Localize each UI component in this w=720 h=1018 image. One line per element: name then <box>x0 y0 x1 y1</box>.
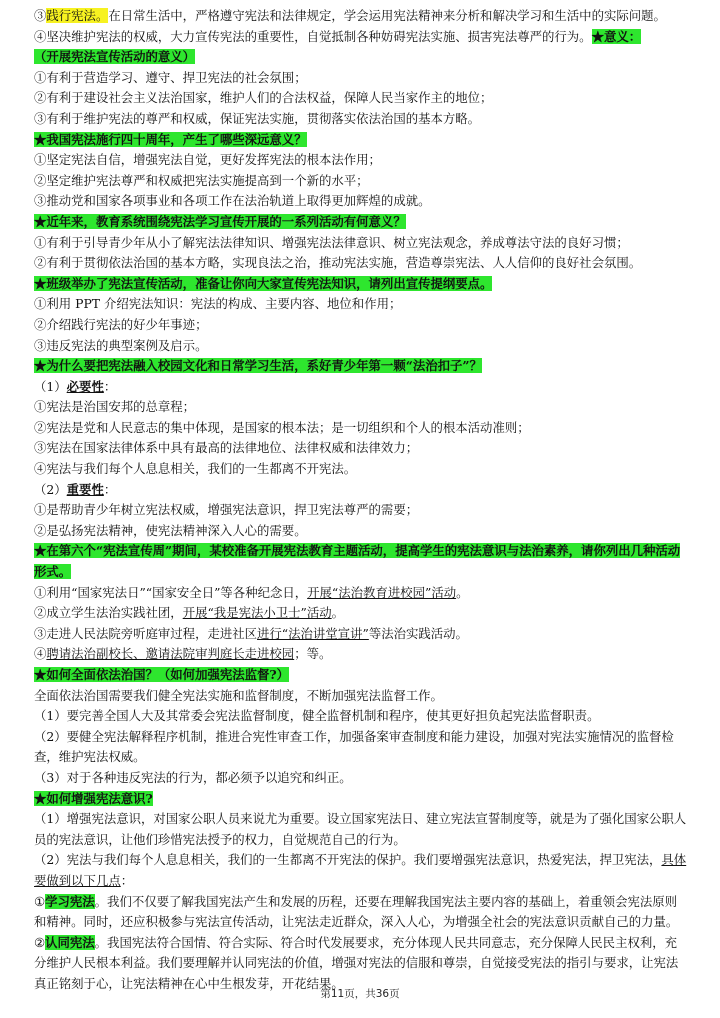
list-item: ④宪法与我们每个人息息相关，我们的一生都离不开宪法。 <box>34 461 357 477</box>
colon: ： <box>103 378 117 394</box>
item-text: 。 <box>331 605 345 621</box>
section-heading <box>34 47 688 68</box>
paragraph-text: ④坚决维护宪法的权威，大力宣传宪法的重要性，自觉抵制各种妨碍宪法实施、损害宪法尊严的行为。 <box>34 28 592 44</box>
paragraph: （2）要健全宪法解释程序机制，推进合宪性审查工作，加强备案审查制度和能力建设，加强对宪法实施情况的监督检查，维护宪法权威。 <box>34 728 674 765</box>
list-item: ②坚定维护宪法尊严和权威把宪法实施提高到一个新的水平； <box>34 172 369 188</box>
paragraph-text: 。我们不仅要了解我国宪法产生和发展的历程，还要在理解我国宪法主要内容的基础上，着重领会宪法原则和精神。同时，还应积极参与宪法宣传活动，让宪法走近群众，深入人心，为增强全社会的宪法意识贡献自己的力量。 <box>34 893 679 930</box>
underlined-text: 进行“法治讲堂宣讲” <box>257 625 369 641</box>
section-heading <box>34 212 688 233</box>
green-heading: 认同宪法 <box>45 934 95 950</box>
list-item: ②宪法是党和人民意志的集中体现，是国家的根本法；是一切组织和个人的根本活动准则； <box>34 419 530 435</box>
paragraph: （1）要完善全国人大及其常委会宪法监督制度，健全监督机制和程序，使其更好担负起宪法监督职责。 <box>34 708 600 724</box>
list-item: ③推动党和国家各项事业和各项工作在法治轨道上取得更加辉煌的成就。 <box>34 193 431 209</box>
paragraph: （3）对于各种违反宪法的行为，都必须予以追究和纠正。 <box>34 769 352 785</box>
paragraph-text: （2）宪法与我们每个人息息相关，我们的一生都离不开宪法的保护。我们要增强宪法意识，热爱宪法，捍卫宪法， <box>34 852 662 868</box>
list-item <box>34 583 688 604</box>
paragraph-text: ： <box>120 872 134 888</box>
list-item <box>34 644 688 665</box>
green-heading: ★我国宪法施行四十周年，产生了哪些深远意义？ <box>34 131 307 147</box>
paragraph: （1）增强宪法意识，对国家公职人员来说尤为重要。设立国家宪法日、建立宪法宣誓制度等，就是为了强化国家公职人员的宪法意识，让他们珍惜宪法授予的权力，自觉规范自己的行为。 <box>34 811 687 847</box>
list-item: ③宪法在国家法律体系中具有最高的法律地位、法律权威和法律效力； <box>34 440 419 456</box>
section-heading <box>34 274 688 295</box>
page-footer: 第11页，共36页 <box>320 988 400 1000</box>
sub-number: （2） <box>34 481 67 497</box>
section-heading <box>34 541 688 582</box>
sub-number: （1） <box>34 378 67 394</box>
section-heading <box>34 130 688 151</box>
paragraph <box>34 6 688 27</box>
list-item: ③违反宪法的典型案例及启示。 <box>34 337 208 353</box>
list-item: ②是弘扬宪法精神，使宪法精神深入人心的需要。 <box>34 522 307 538</box>
list-item: ②有利于贯彻依法治国的基本方略，实现良法之治，推动宪法实施，营造尊崇宪法、人人信仰的良好社会氛围。 <box>34 255 642 271</box>
underlined-text: 开展“法治教育进校园”活动 <box>307 584 457 600</box>
green-heading: ★意义： <box>591 28 642 44</box>
section-heading <box>34 789 688 810</box>
circled-number: ② <box>34 934 46 950</box>
green-heading: ★为什么要把宪法融入校园文化和日常学习生活，系好青少年第一颗“法治扣子”？ <box>34 358 482 374</box>
green-heading: ★如何增强宪法意识? <box>34 790 153 806</box>
circled-number: ① <box>34 893 46 909</box>
section-heading <box>34 665 688 686</box>
item-text: 。 <box>456 584 469 600</box>
colon: ： <box>103 481 117 497</box>
paragraph <box>34 27 688 48</box>
section-heading <box>34 356 688 377</box>
green-heading: ★班级举办了宪法宣传活动，准备让你向大家宣传宪法知识，请列出宣传提纲要点。 <box>34 275 493 291</box>
item-text: ；等。 <box>294 646 332 662</box>
paragraph-text: 在日常生活中，严格遵守宪法和法律规定，学会运用宪法精神来分析和解决学习和生活中的实际问题。 <box>108 8 666 23</box>
paragraph <box>34 850 688 891</box>
sub-heading <box>34 480 688 501</box>
list-item: ①是帮助青少年树立宪法权威，增强宪法意识，捍卫宪法尊严的需要； <box>34 502 419 518</box>
item-text: 等法治实践活动。 <box>368 625 468 641</box>
list-item: ①有利于营造学习、遵守、捍卫宪法的社会氛围； <box>34 69 307 85</box>
list-item: ②有利于建设社会主义法治国家，维护人们的合法权益，保障人民当家作主的地位； <box>34 90 493 106</box>
green-heading: 学习宪法 <box>45 893 95 909</box>
list-item: ②介绍践行宪法的好少年事迹； <box>34 316 208 332</box>
list-item: ①坚定宪法自信，增强宪法自觉，更好发挥宪法的根本法作用； <box>34 152 381 168</box>
item-text: ④ <box>34 646 47 662</box>
underlined-text: 聘请法治副校长、邀请法院审判庭长走进校园 <box>46 646 295 662</box>
document-body <box>34 6 688 995</box>
sub-heading <box>34 377 688 398</box>
sub-heading-label: 重要性 <box>66 481 104 497</box>
underlined-text: 开展“我是宪法小卫士”活动 <box>182 605 332 621</box>
list-item: ①利用 PPT 介绍宪法知识：宪法的构成、主要内容、地位和作用； <box>34 296 402 312</box>
list-item: ①宪法是治国安邦的总章程； <box>34 399 196 415</box>
circled-number: ③ <box>34 8 47 23</box>
green-heading: ★近年来，教育系统围绕宪法学习宣传开展的一系列活动有何意义？ <box>34 213 406 229</box>
underlined-text: 具体要做到以下几点 <box>34 852 687 888</box>
list-item <box>34 603 688 624</box>
paragraph: 全面依法治国需要我们健全宪法实施和监督制度，不断加强宪法监督工作。 <box>34 687 443 703</box>
green-heading: ★在第六个“宪法宣传周”期间，某校准备开展宪法教育主题活动，提高学生的宪法意识与法治素养，请你列出几种活动形式。 <box>34 543 681 580</box>
green-heading: （开展宪法宣传活动的意义） <box>34 49 196 65</box>
list-item <box>34 624 688 645</box>
item-text: ②成立学生法治实践社团， <box>34 605 183 621</box>
green-heading: ★如何全面依法治国？（如何加强宪法监督?） <box>34 667 290 682</box>
list-item: ①有利于引导青少年从小了解宪法法律知识、增强宪法法律意识、树立宪法观念，养成尊法守法的良好习惯； <box>34 234 629 250</box>
paragraph <box>34 892 688 933</box>
list-item: ③有利于维护宪法的尊严和权威，保证宪法实施，贯彻落实依法治国的基本方略。 <box>34 110 481 126</box>
yellow-highlight-term: 践行宪法。 <box>46 8 109 23</box>
sub-heading-label: 必要性 <box>66 378 104 394</box>
paragraph-text: 。我国宪法符合国情、符合实际、符合时代发展要求，充分体现人民共同意志，充分保障人民民主权利，充分维护人民根本利益。我们要理解并认同宪法的价值，增强对宪法的信服和尊崇，自觉接受宪法的指引与要求，让宪法真正铭刻于心，让宪法精神在心中生根发芽，开花结果。 <box>34 934 679 991</box>
item-text: ③走进人民法院旁听庭审过程，走进社区 <box>34 625 258 641</box>
item-text: ①利用“国家宪法日”“国家安全日”等各种纪念日， <box>34 584 308 600</box>
